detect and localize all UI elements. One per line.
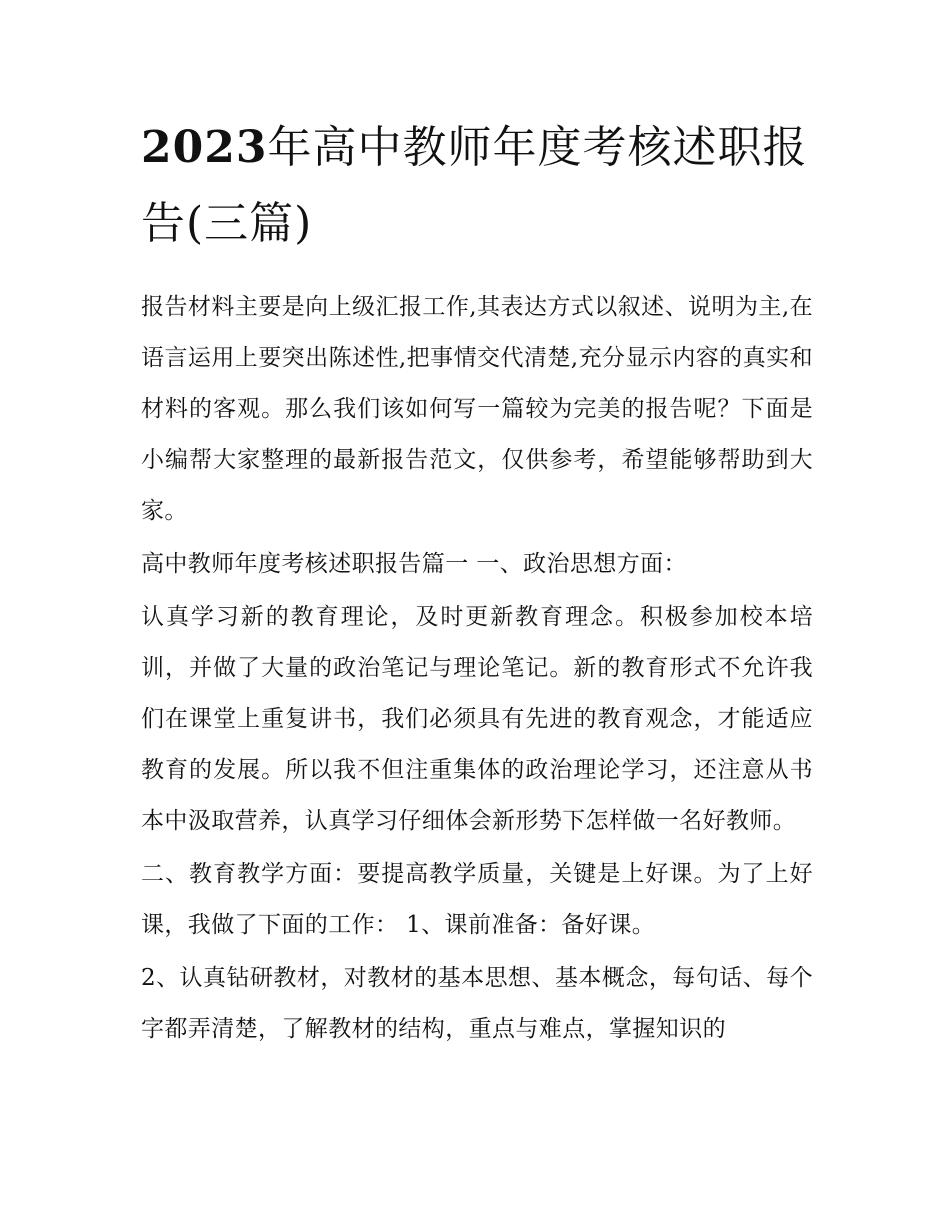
intro-paragraph: 报告材料主要是向上级汇报工作,其表达方式以叙述、说明为主,在语言运用上要突出陈述性,把事情交代清楚,充分显示内容的真实和材料的客观。那么我们该如何写一篇较为完美的报告呢？下面是小编帮大家整理的最新报告范文，仅供参考，希望能够帮助到大家。: [141, 294, 813, 524]
teaching-paragraph: 二、教育教学方面：要提高教学质量，关键是上好课。为了上好课，我做了下面的工作： 1、课前准备：备好课。: [141, 861, 813, 938]
title-year: 2023: [141, 122, 268, 173]
section-heading-politics: 高中教师年度考核述职报告篇一 一、政治思想方面：: [141, 551, 687, 577]
document-body: [141, 110, 813, 1057]
document-title: [141, 110, 813, 262]
politics-paragraph: 认真学习新的教育理论，及时更新教育理念。积极参加校本培训，并做了大量的政治笔记与理论笔记。新的教育形式不允许我们在课堂上重复讲书，我们必须具有先进的教育观念，才能适应教育的发展。所以我不但注重集体的政治理论学习，还注意从书本中汲取营养，认真学习仔细体会新形势下怎样做一名好教师。: [141, 604, 813, 834]
title-text: 年高中教师年度考核述职报告(三篇): [141, 122, 808, 249]
textbook-study-paragraph: 2、认真钻研教材，对教材的基本思想、基本概念，每句话、每个字都弄清楚，了解教材的结构，重点与难点，掌握知识的: [141, 965, 813, 1042]
